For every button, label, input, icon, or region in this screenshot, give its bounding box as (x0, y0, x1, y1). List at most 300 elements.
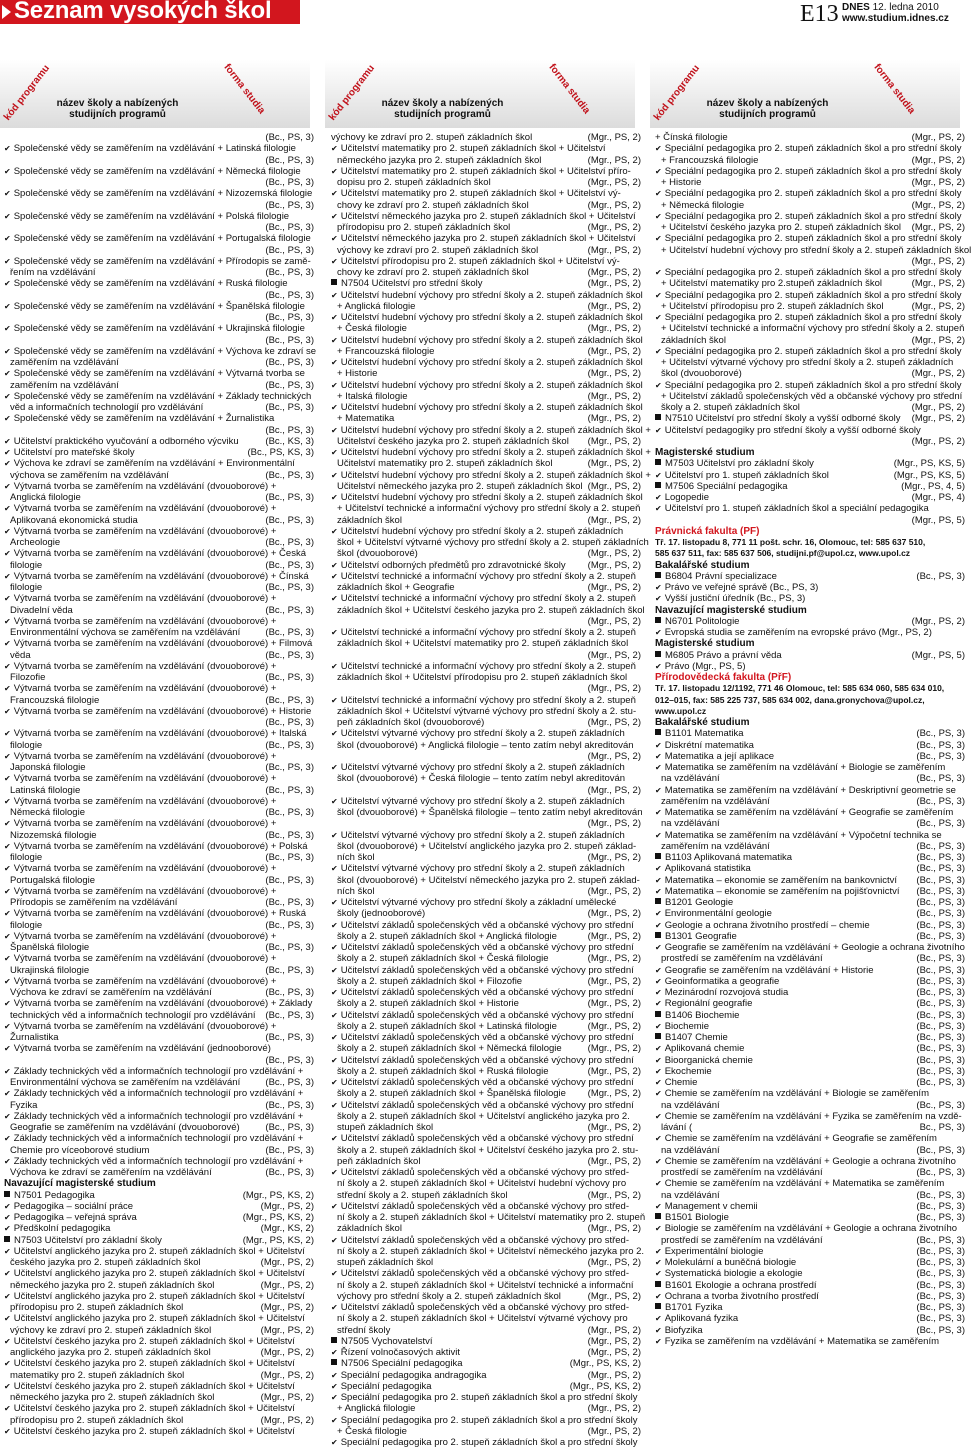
program-line (4, 256, 314, 267)
study-form: (Mgr., PS, KS, 5) (891, 458, 965, 469)
program-name: + Učitelství technické a informační výchovy pro střední školy a 2. stupeň (337, 503, 641, 515)
program-name: B1301 Geografie (655, 931, 737, 942)
program-line (331, 1055, 641, 1066)
study-form: (Bc., PS, 3) (262, 1100, 314, 1111)
program-name: ✔ Učitelství základů společenských věd a občanské výchovy pro střed- (331, 1167, 629, 1178)
program-name: ✔ Učitelství anglického jazyka pro 2. stupeň základních škol + Učitelství (4, 1313, 305, 1324)
study-form: (Mgr., PS, 2) (585, 616, 641, 627)
program-name: ✔ Společenské vědy se zaměřením na vzdělávání + Latinská filologie (4, 143, 296, 154)
program-name: ✔ Výtvarná tvorba se zaměřením na vzdělávání (jednooborové) (4, 1043, 271, 1054)
study-form: (Mgr., PS, 2) (585, 1347, 641, 1358)
program-name: ✔ Učitelství hudební výchovy pro střední školy a 2. stupeň základních škol (331, 402, 643, 413)
study-form: (Bc., PS, 3) (262, 672, 314, 683)
program-line (4, 413, 314, 424)
page-number: E13 (800, 1, 839, 27)
program-name: Portugalská filologie (10, 874, 96, 886)
program-name: peň základních škol (337, 1155, 421, 1167)
col-forma-label: forma studia (871, 62, 917, 117)
column-header-1 (0, 60, 310, 128)
program-line (4, 1268, 314, 1279)
program-name: ✔ Učitelství hudební výchovy pro střední školy a 2. stupeň základních škol + (331, 470, 651, 481)
web-address: www.studium.idnes.cz (842, 13, 949, 24)
program-line (4, 391, 314, 402)
study-form: (Mgr., PS, 2) (258, 1415, 314, 1426)
program-line (331, 740, 641, 751)
study-form: (Bc., PS, 3) (913, 1167, 965, 1178)
program-line (331, 976, 641, 987)
program-name: ✔ Výtvarná tvorba se zaměřením na vzdělávání (dvouoborové) + (4, 683, 276, 694)
program-line (655, 796, 965, 807)
study-form: (Mgr., PS, 2) (909, 256, 965, 267)
program-line (331, 796, 641, 807)
col-name-label: název školy a nabízených studijních programů (381, 98, 504, 120)
study-form: (Bc., PS, 3) (262, 627, 314, 638)
program-line (4, 200, 314, 211)
program-name: N7510 Učitelství pro střední školy a vyšší odborné školy (655, 413, 901, 424)
study-form: (Bc., PS, 3) (913, 1100, 965, 1111)
program-line (4, 920, 314, 931)
program-name: Archeologie (10, 537, 61, 548)
study-form: (Mgr., PS, 2) (585, 1088, 641, 1099)
program-line (331, 222, 641, 233)
study-form: (Mgr., PS, 2) (585, 245, 641, 256)
program-name: ✔ Výtvarná tvorba se zaměřením na vzdělávání (dvouoborové) + (4, 481, 276, 492)
program-line (331, 1415, 641, 1426)
program-name: školy a 2. stupeň základních škol + Ruská filologie (337, 1065, 549, 1077)
program-name: ✔ Matematika se zaměřením na vzdělávání + Výpočetní technika se (655, 830, 942, 841)
program-name: Japonská filologie (10, 762, 86, 773)
program-line (4, 1370, 314, 1381)
program-name: ✔ Učitelství českého jazyka pro 2. stupeň základních škol + Učitelství (4, 1403, 295, 1414)
program-name: Výchova ke zdraví se zaměřením na vzdělávání (10, 987, 212, 998)
program-line (331, 1426, 641, 1437)
study-form: (Bc., PS, 3) (262, 267, 314, 278)
program-line (655, 1291, 965, 1302)
program-line (655, 1088, 965, 1099)
program-name: B1101 Matematika (655, 728, 744, 739)
program-name: ✔ Evropská studia se zaměřením na evropské právo (Mgr., PS, 2) (655, 627, 932, 638)
program-line (331, 1437, 641, 1448)
study-form: (Bc., PS, 3) (262, 1077, 314, 1088)
program-name: ✔ Učitelství základů společenských věd a občanské výchovy pro střední (331, 1010, 634, 1021)
program-name: filologie (10, 582, 43, 593)
program-name: ✔ Výtvarná tvorba se zaměřením na vzdělávání (dvouoborové) + (4, 661, 276, 672)
study-form: (Bc., PS, 3) (262, 605, 314, 616)
program-name: školy (jednooborové) (337, 908, 426, 920)
program-line (4, 728, 314, 739)
program-name: ✔ Pedagogika – veřejná správa (4, 1212, 137, 1223)
program-name: ✔ Matematika a její aplikace (655, 751, 774, 762)
program-line (331, 1122, 641, 1133)
study-form: (Mgr., PS, KS, 2) (240, 1212, 314, 1223)
program-line (331, 604, 645, 616)
study-form: (Bc., PS, 3) (262, 1055, 314, 1066)
program-name: ✔ Speciální pedagogika (331, 1381, 432, 1392)
listing-column-3 (655, 132, 971, 1422)
program-line (655, 200, 965, 211)
program-line (4, 425, 314, 436)
program-name: + Anglická filologie (337, 300, 416, 312)
program-line (4, 593, 314, 604)
program-line (331, 492, 641, 503)
program-line (331, 886, 641, 897)
program-line (655, 155, 965, 166)
study-form: (Mgr., PS, 2) (585, 267, 641, 278)
program-name: přírodopisu pro 2. stupeň základních škol (10, 1302, 184, 1313)
study-form: (Mgr., PS, 2) (258, 1325, 314, 1336)
program-line (4, 908, 314, 919)
study-form: (Mgr., PS, 2) (585, 301, 641, 312)
program-name: ✔ Společenské vědy se zaměřením na vzdělávání + Žurnalistika (4, 413, 274, 424)
program-line (655, 987, 965, 998)
program-name: Ukrajinská filologie (10, 964, 90, 976)
study-form: (Mgr., PS, 2) (258, 1257, 314, 1268)
program-line (4, 751, 314, 762)
study-form: (Bc., PS, 3) (913, 1021, 965, 1032)
program-code-line (655, 413, 965, 424)
program-name: ✔ Výtvarná tvorba se zaměřením na vzdělávání (dvouoborové) + (4, 931, 276, 942)
program-name: zaměřením na vzdělávání (10, 357, 119, 368)
program-name: ✔ Chemie se zaměřením na vzdělávání + Biologie se zaměřením (655, 1088, 929, 1099)
study-form: (Mgr., PS, 2) (585, 132, 641, 143)
program-line (655, 953, 965, 964)
program-code-line (655, 931, 965, 942)
program-line (655, 818, 965, 829)
program-line (4, 1246, 314, 1257)
study-form: (Bc., PS, 3) (913, 571, 965, 582)
program-name: Chemie pro víceoborové studium (10, 1144, 150, 1156)
program-line (655, 470, 965, 481)
program-name: na vzdělávání (661, 818, 720, 830)
section-heading (655, 638, 965, 649)
program-name: školy a 2. stupeň základních škol + Učitelství anglického jazyka pro 2. (337, 1110, 630, 1122)
program-name: ✔ Učitelství hudební výchovy pro střední školy a 2. stupeň základních škol (331, 357, 643, 368)
program-line (331, 560, 641, 571)
program-line (655, 1133, 965, 1144)
program-line (4, 830, 314, 841)
program-line (4, 368, 314, 379)
program-name: ✔ Speciální pedagogika pro 2. stupeň základních škol a pro střední školy (331, 1415, 638, 1426)
program-line (331, 458, 641, 469)
program-name: školy a 2. stupeň základních škol + Česká filologie (337, 953, 549, 965)
study-form: (Mgr., PS, 2) (585, 368, 641, 379)
program-line (655, 1156, 965, 1167)
program-line (331, 830, 641, 841)
program-line (4, 1122, 314, 1133)
col-name-label: název školy a nabízených studijních programů (56, 98, 179, 120)
study-form: (Bc., PS, 3) (913, 1325, 965, 1336)
program-name: Bakalářské studium (655, 717, 750, 728)
program-name: chovy ke zdraví pro 2. stupeň základních škol (337, 199, 529, 211)
program-name: Právnická fakulta (PF) (655, 525, 760, 537)
program-name: ✔ Učitelství základů společenských věd a občanské výchovy pro střední (331, 1055, 634, 1066)
program-line (331, 436, 641, 447)
program-name: ✔ Společenské vědy se zaměřením na vzdělávání + Portugalská filologie (4, 233, 311, 244)
program-line (4, 458, 314, 469)
program-name: ✔ Výtvarná tvorba se zaměřením na vzdělávání (dvouoborové) + (4, 953, 276, 964)
program-line (655, 335, 965, 346)
program-line (4, 987, 314, 998)
study-form: (Bc., PS, 3) (262, 1122, 314, 1133)
program-line (655, 785, 965, 796)
study-form: (Bc., PS, 3) (262, 222, 314, 233)
program-name: ✔ Výtvarná tvorba se zaměřením na vzdělávání (dvouoborové) + Česká (4, 548, 306, 559)
program-line (4, 481, 314, 492)
program-line (4, 1156, 314, 1167)
program-line (655, 875, 965, 886)
study-form: (Mgr., PS, 2) (909, 616, 965, 627)
study-form: (Mgr., PS, 2) (585, 222, 641, 233)
address-line (655, 537, 965, 548)
program-line (331, 1190, 641, 1201)
program-line (4, 290, 314, 301)
study-form: (Bc., PS, 3) (913, 1246, 965, 1257)
program-line (331, 245, 641, 256)
program-line (331, 256, 641, 267)
section-heading (655, 605, 965, 616)
program-line (4, 1066, 314, 1077)
study-form: (Mgr., PS, 2) (585, 1325, 641, 1336)
program-line (331, 683, 641, 694)
program-name: + Učitelství matematiky pro 2.stupeň základních škol (661, 278, 882, 290)
program-name: ✔ Učitelství technické a informační výchovy pro střední školy a 2. stupeň (331, 571, 636, 582)
program-name: ✔ Učitelství německého jazyka pro 2. stupeň základních škol + Učitelství (331, 233, 636, 244)
program-line (4, 1021, 314, 1032)
study-form: (Bc., PS, 3) (913, 965, 965, 976)
program-name: B1201 Geologie (655, 897, 733, 908)
program-line (331, 402, 641, 413)
program-line (655, 312, 965, 323)
study-form: (Bc., PS, 3) (913, 1280, 965, 1291)
program-name: ✔ Učitelství výtvarné výchovy pro střední školy a 2. stupeň základních (331, 830, 625, 841)
program-name: filologie (10, 852, 43, 863)
study-form: (Mgr., PS, 2) (585, 391, 641, 402)
program-name: ✔ Učitelství základů společenských věd a občanské výchovy pro střední (331, 1100, 634, 1111)
program-name: ✔ Diskrétní matematika (655, 740, 754, 751)
page-title: Seznam vysokých škol (14, 0, 272, 24)
study-form: (Bc., PS, 3) (913, 886, 965, 897)
study-form: (Bc., KS, 3) (262, 436, 314, 447)
program-name: ✔ Učitelství základů společenských věd a občanské výchovy pro střed- (331, 1235, 629, 1246)
program-line (655, 582, 965, 593)
program-name: ✔ Speciální pedagogika pro 2. stupeň základních škol a pro střední školy (655, 211, 962, 222)
program-name: ✔ Učitelství praktického vyučování a odborného výcviku (4, 436, 239, 447)
program-line (655, 244, 971, 256)
study-form: (Bc., PS, 3) (913, 773, 965, 784)
study-form: (Bc., PS, 3) (913, 987, 965, 998)
program-line (331, 188, 641, 199)
program-name: ✔ Vyšší justiční úředník (Bc., PS, 3) (655, 593, 805, 604)
program-name: střední školy a 2. stupeň základních škol (337, 1189, 508, 1201)
program-name: ✔ Učitelství základů společenských věd a občanské výchovy pro střed- (331, 1201, 629, 1212)
program-name: + Francouzská filologie (661, 154, 759, 166)
study-form: (Bc., PS, 3) (913, 728, 965, 739)
program-name: ✔ Výtvarná tvorba se zaměřením na vzdělávání (dvouoborové) + (4, 773, 276, 784)
program-line (4, 1325, 314, 1336)
study-form: (Mgr., PS, 5) (909, 515, 965, 526)
program-line (4, 526, 314, 537)
program-line (331, 1088, 641, 1099)
program-line (4, 1347, 314, 1358)
program-name: Aplikovaná ekonomická studia (10, 514, 138, 526)
program-line (331, 987, 641, 998)
study-form: (Mgr., PS, 2) (585, 976, 641, 987)
study-form: (Mgr., PS, 2) (258, 1370, 314, 1381)
program-name: Francouzská filologie (10, 694, 100, 706)
program-line (655, 1066, 965, 1077)
program-name: Geografie se zaměřením na vzdělávání (dvouoborové) (10, 1122, 240, 1133)
col-kod-label: kód programu (2, 63, 53, 123)
program-name: ✔ Učitelství matematiky pro 2. stupeň základních škol + Učitelství příro- (331, 166, 631, 177)
program-name: ✔ Učitelství výtvarné výchovy pro střední školy a 2. stupeň základních (331, 796, 625, 807)
study-form: (Mgr., PS, 2) (585, 1426, 641, 1437)
paper-name: DNES (842, 2, 870, 13)
program-line (4, 661, 314, 672)
program-line (655, 773, 965, 784)
program-name: Výchova ke zdraví se zaměřením na vzdělávání (10, 1167, 212, 1178)
program-line (655, 515, 965, 526)
program-name: ✔ Výtvarná tvorba se zaměřením na vzdělávání (dvouoborové) + Čínská (4, 571, 309, 582)
program-name: + Česká filologie (337, 323, 407, 335)
study-form: (Bc., PS, 3) (262, 875, 314, 886)
program-line (655, 233, 965, 244)
program-line (655, 143, 965, 154)
study-form: (Mgr., PS, 2) (585, 931, 641, 942)
program-name: Španělská filologie (10, 942, 90, 953)
program-line (4, 345, 317, 357)
study-form: (Mgr., PS, 2) (585, 1257, 641, 1268)
program-line (331, 717, 641, 728)
page-banner (0, 0, 960, 27)
program-name: ✔ Učitelství technické a informační výchovy pro střední školy a 2. stupeň (331, 627, 636, 638)
program-name: N7501 Pedagogika (4, 1190, 95, 1201)
program-line (4, 762, 314, 773)
study-form: (Bc., PS, 3) (913, 818, 965, 829)
study-form: (Bc., PS, 3) (913, 841, 965, 852)
program-line (4, 796, 314, 807)
program-code-line (655, 1010, 965, 1021)
study-form: (Bc., PS, 3) (262, 1167, 314, 1178)
program-name: ✔ Matematika se zaměřením na vzdělávání + Deskriptivní geometrie se (655, 785, 956, 796)
program-line (331, 1245, 645, 1257)
program-line (4, 357, 314, 368)
program-line (4, 841, 314, 852)
program-line (655, 256, 965, 267)
study-form: (Bc., PS, 3) (913, 953, 965, 964)
program-line (4, 582, 314, 593)
program-name: ✔ Výtvarná tvorba se zaměřením na vzdělávání (dvouoborové) + (4, 503, 276, 514)
program-line (331, 323, 641, 334)
program-name: ✔ Geologie a ochrana životního prostředí – chemie (655, 920, 870, 931)
program-line (655, 976, 965, 987)
program-line (4, 571, 314, 582)
program-line (4, 1426, 314, 1437)
program-name: ✔ Speciální pedagogika pro 2. stupeň základních škol a pro střední školy (655, 380, 962, 391)
study-form: (Bc., PS, 3) (913, 1201, 965, 1212)
program-name: dopisu pro 2. stupeň základních škol (337, 177, 491, 188)
study-form: (Bc., PS, 3) (262, 807, 314, 818)
listing-column-2 (331, 132, 651, 1448)
column-header-3 (650, 60, 960, 128)
program-name: německého jazyka pro 2. stupeň základních škol (10, 1392, 215, 1403)
column-header-2 (325, 60, 635, 128)
arrow-icon (2, 5, 11, 19)
section-heading (4, 1178, 314, 1189)
program-line (4, 301, 314, 312)
program-line (655, 841, 965, 852)
program-name: ních škol (337, 885, 375, 897)
program-name: filologie (10, 739, 43, 751)
program-line (331, 526, 641, 537)
program-line (331, 233, 641, 244)
program-line (655, 1325, 965, 1336)
study-form: (Bc., PS, 3) (262, 425, 314, 436)
program-line (655, 368, 965, 379)
program-name: ✔ Mezinárodní rozvojová studia (655, 987, 788, 998)
program-line (4, 245, 314, 256)
program-line (655, 177, 965, 188)
study-form: (Mgr., PS, 2) (585, 323, 641, 334)
program-name: na vzdělávání (661, 773, 720, 785)
study-form: (Bc., PS, 3) (262, 290, 314, 301)
program-name: 012–015, fax: 585 225 737, 585 634 002, dana.gronychova@upol.cz, (655, 694, 925, 705)
program-line (331, 424, 651, 436)
program-line (4, 1010, 314, 1021)
study-form: (Bc., PS, 3) (262, 155, 314, 166)
program-line (331, 953, 641, 964)
program-name: ✔ Učitelství pro 1. stupeň základních škol (655, 470, 829, 481)
program-name: ✔ Matematika – ekonomie se zaměřením na bankovnictví (655, 875, 897, 886)
study-form: (Mgr., PS, 2) (909, 436, 965, 447)
program-name: Magisterské studium (655, 447, 755, 458)
program-line (4, 807, 314, 818)
program-code-line (655, 1302, 965, 1313)
program-name: ✔ Společenské vědy se zaměřením na vzdělávání + Přírodopis se zamě- (4, 256, 311, 267)
study-form: (Mgr., PS, KS, 2) (567, 1381, 641, 1392)
program-line (655, 920, 965, 931)
program-name: Učitelství matematiky pro 2. stupeň základních škol (337, 458, 553, 470)
study-form: (Bc., PS, 3) (913, 1291, 965, 1302)
title-bar (0, 0, 300, 24)
study-form: (Mgr., PS, 2) (585, 717, 641, 728)
study-form: (Bc., PS, 3) (262, 132, 314, 143)
program-name: ní školy a 2. stupeň základních škol + Učitelství matematiky pro 2. stupeň (337, 1212, 646, 1223)
program-line (331, 1201, 641, 1212)
program-line (331, 672, 641, 683)
program-name: Latinská filologie (10, 784, 81, 796)
program-name: ✔ Výtvarná tvorba se zaměřením na vzdělávání (dvouoborové) + Polská (4, 841, 308, 852)
program-line (331, 818, 641, 829)
program-name: ✔ Logopedie (655, 492, 709, 503)
program-name: filologie (10, 919, 43, 931)
program-line (331, 346, 641, 357)
program-name: ✔ Učitelství základů společenských věd a občanské výchovy pro střed- (331, 1268, 629, 1279)
program-line (331, 751, 641, 762)
study-form: (Bc., PS, 3) (913, 863, 965, 874)
study-form: (Mgr., PS, 2) (909, 177, 965, 188)
study-form: (Bc., PS, 3) (262, 492, 314, 503)
program-name: ✔ Speciální pedagogika pro 2. stupeň základních škol a pro střední školy (331, 1392, 638, 1403)
study-form: (Bc., PS, 3) (913, 852, 965, 863)
program-line (331, 616, 641, 627)
program-line (331, 863, 641, 874)
program-name: škol (dvouoborové) + Anglická filologie – tento zatím nebyl akreditován (337, 739, 634, 751)
program-line (4, 166, 314, 177)
study-form: (Bc., PS, 3) (913, 1010, 965, 1021)
program-name: ✔ Aplikovaná chemie (655, 1043, 744, 1054)
study-form: (Mgr., PS, 2) (585, 582, 641, 593)
program-name: na vzdělávání (661, 1144, 720, 1156)
